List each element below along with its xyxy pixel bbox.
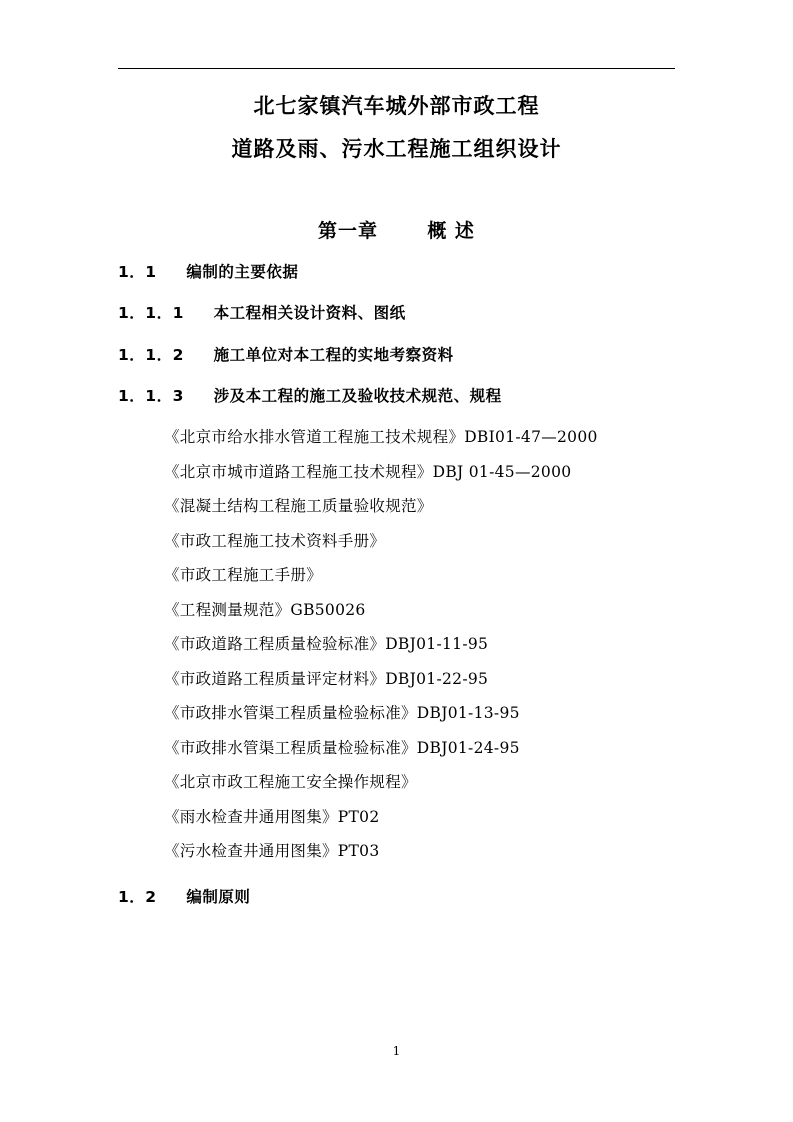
- heading-1-1-1-number: 1．1．1: [118, 304, 184, 323]
- list-item: 《混凝土结构工程施工质量验收规范》: [164, 497, 433, 515]
- heading-1-1-2: [118, 344, 675, 367]
- list-item: 《北京市给水排水管道工程施工技术规程》DBI01-47—2000: [164, 428, 598, 446]
- chapter-heading: [118, 216, 675, 243]
- list-item: 《市政道路工程质量检验标准》DBJ01-11-95: [164, 635, 489, 653]
- chapter-label: 第一章: [318, 220, 379, 242]
- page-number: 1: [392, 1044, 401, 1058]
- heading-1-1-3-text: 涉及本工程的施工及验收技术规范、规程: [213, 386, 502, 405]
- list-item: 《工程测量规范》GB50026: [164, 600, 366, 619]
- heading-1-2-text: 编制原则: [186, 887, 251, 906]
- heading-1-1-3-number: 1．1．3: [118, 386, 184, 405]
- list-item: 《污水检查井通用图集》PT03: [164, 842, 380, 860]
- heading-1-1-text: 编制的主要依据: [186, 263, 299, 281]
- reference-list: [118, 430, 675, 860]
- heading-1-1-2-number: 1．1．2: [118, 345, 184, 364]
- chapter-name: 概 述: [427, 220, 475, 242]
- heading-1-1-3: [118, 385, 675, 408]
- heading-1-2: [118, 886, 675, 909]
- list-item: 《市政工程施工手册》: [164, 566, 323, 584]
- heading-1-1: [118, 261, 675, 284]
- list-item: 《北京市政工程施工安全操作规程》: [164, 773, 417, 791]
- title-line-1: 北七家镇汽车城外部市政工程: [253, 94, 540, 118]
- list-item: 《市政道路工程质量评定材料》DBJ01-22-95: [164, 669, 489, 688]
- heading-1-1-number: 1．1: [118, 263, 157, 281]
- list-item: 《市政工程施工技术资料手册》: [164, 531, 386, 550]
- list-item: 《市政排水管渠工程质量检验标准》DBJ01-13-95: [164, 704, 520, 722]
- heading-1-1-1-text: 本工程相关设计资料、图纸: [213, 304, 406, 323]
- document-body: [118, 0, 675, 909]
- heading-1-2-number: 1．2: [118, 887, 157, 906]
- header-divider: [118, 68, 675, 69]
- heading-1-1-1: [118, 302, 675, 325]
- title-line-2: 道路及雨、污水工程施工组织设计: [231, 137, 562, 161]
- heading-1-1-2-text: 施工单位对本工程的实地考察资料: [213, 345, 454, 364]
- list-item: 《北京市城市道路工程施工技术规程》DBJ 01-45—2000: [164, 462, 572, 481]
- list-item: 《市政排水管渠工程质量检验标准》DBJ01-24-95: [164, 738, 520, 757]
- page-title: [118, 96, 675, 160]
- list-item: 《雨水检查井通用图集》PT02: [164, 807, 380, 826]
